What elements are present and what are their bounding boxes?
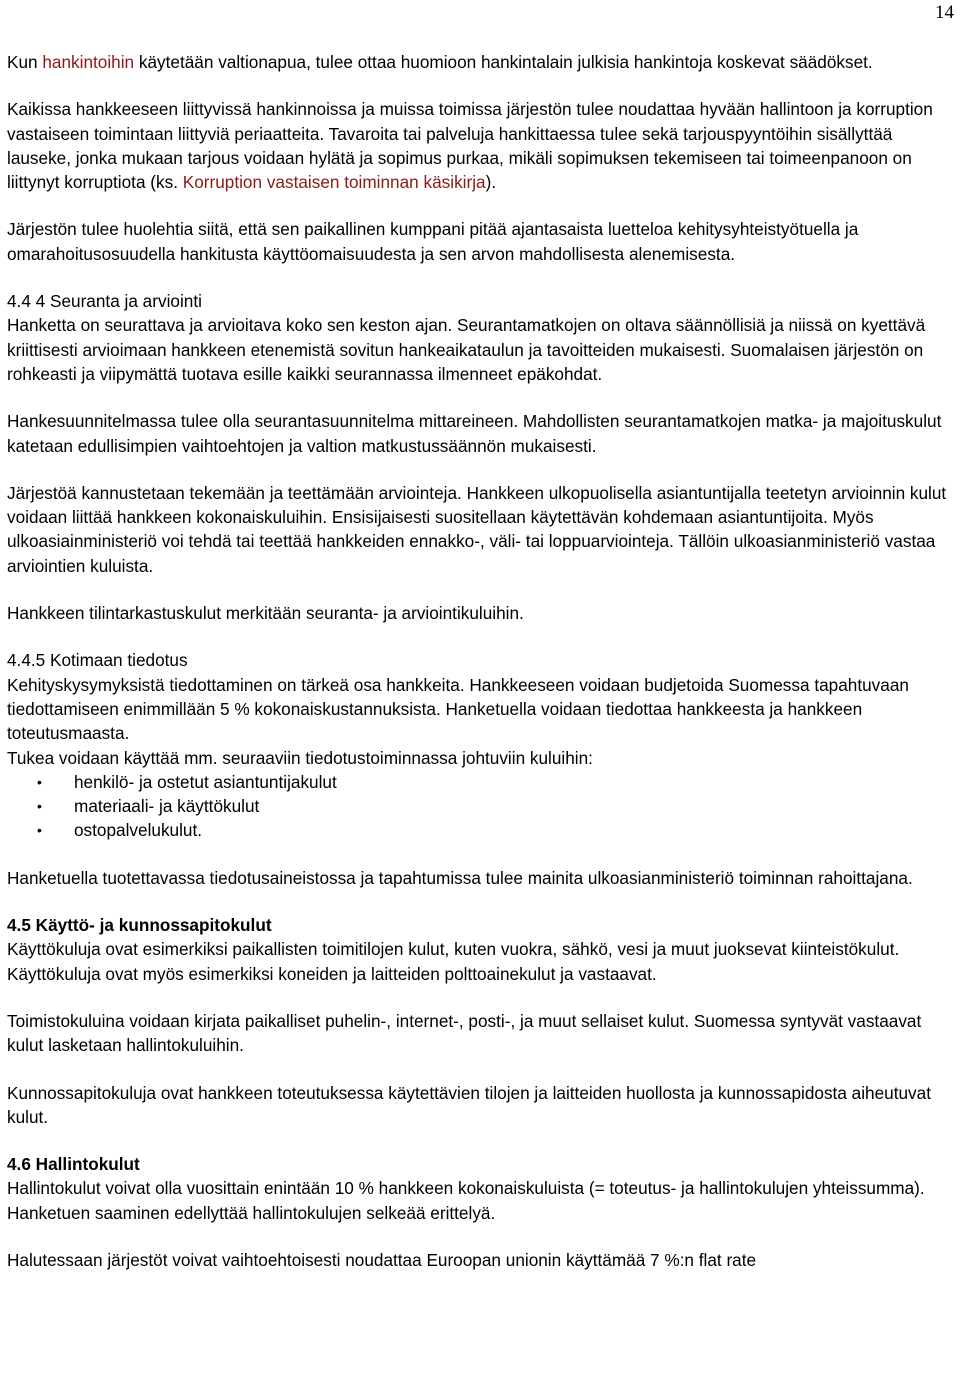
paragraph-communication-1: Kehityskysymyksistä tiedottaminen on tärkeä osa hankkeita. Hankkeeseen voidaan budjetoida Suomessa tapahtuvaan tiedottamiseen enimmillään 5 % kokonaiskustannuksista. Hanketuella voidaan tiedottaa hankkeesta ja hankkeen toteutusmaasta. <box>7 674 909 744</box>
bullet-icon: • <box>37 773 42 790</box>
bullet-icon: • <box>37 798 42 815</box>
paragraph-anti-corruption: Kaikissa hankkeeseen liittyvissä hankinnoissa ja muissa toimissa järjestön tulee noudattaa hyvään hallintoon ja korruption vastaiseen toimintaan liittyviä periaatteita. Tavaroita tai palveluja hankittaessa tulee sekä tarjouspyyntöihin sisällyttää lauseke, jonka mukaan tarjous voidaan hylätä ja sopimus purkaa, mikäli sopimuksen tekemiseen tai toimeenpanoon on liittynyt korruptiota (ks. Korruption vastaisen toiminnan käsikirja). <box>7 99 933 193</box>
section-heading-operating-costs: 4.5 Käyttö- ja kunnossapitokulut <box>7 915 272 936</box>
section-heading-administrative-costs: 4.6 Hallintokulut <box>7 1154 140 1175</box>
list-item: • materiaali- ja käyttökulut <box>7 794 955 818</box>
list-item: • ostopalvelukulut. <box>7 818 955 842</box>
paragraph-communication-3: Hanketuella tuotettavassa tiedotusaineistossa ja tapahtumissa tulee mainita ulkoasianministeriö toiminnan rahoittajana. <box>7 867 913 888</box>
paragraph-monitoring-2: Hankesuunnitelmassa tulee olla seurantasuunnitelma mittareineen. Mahdollisten seurantamatkojen matka- ja majoituskulut katetaan edullisimpien vaihtoehtojen ja valtion matkustussäännön mukaisesti. <box>7 411 942 456</box>
page-number: 14 <box>935 2 954 23</box>
paragraph-monitoring-3: Järjestöä kannustetaan tekemään ja teettämään arviointeja. Hankkeen ulkopuolisella asiantuntijalla teetetyn arvioinnin kulut voidaan liittää hankkeen kokonaiskuluihin. Ensisijaisesti suositellaan käytettävän kohdemaan asiantuntijoita. Myös ulkoasiainministeriö voi tehdä tai teettää hankkeiden ennakko-, väli- tai loppuarviointeja. Tällöin ulkoasianministeriö vastaa arviointien kuluista. <box>7 482 947 576</box>
paragraph-operating-3: Kunnossapitokuluja ovat hankkeen toteutuksessa käytettävien tilojen ja laitteiden huollosta ja kunnossapidosta aiheutuvat kulut. <box>7 1082 931 1127</box>
link-anti-corruption-handbook[interactable]: Korruption vastaisen toiminnan käsikirja <box>182 172 486 193</box>
paragraph-administrative-1: Hallintokulut voivat olla vuosittain enintään 10 % hankkeen kokonaiskuluista (= toteutus- ja hallintokulujen yhteissumma). Hanketuen saaminen edellyttää hallintokulujen selkeää erittelyä. <box>7 1178 925 1223</box>
section-heading-domestic-communication: 4.4.5 Kotimaan tiedotus <box>7 650 188 671</box>
link-hankintoihin[interactable]: hankintoihin <box>42 52 135 72</box>
section-heading-monitoring: 4.4 4 Seuranta ja arviointi <box>7 291 202 312</box>
paragraph-operating-1: Käyttökuluja ovat esimerkiksi paikallisten toimitilojen kulut, kuten vuokra, sähkö, vesi ja muut juoksevat kiinteistökulut. Käyttökuluja ovat myös esimerkiksi koneiden ja laitteiden polttoainekulut ja vastaavat. <box>7 939 900 984</box>
paragraph-asset-register: Järjestön tulee huolehtia siitä, että sen paikallinen kumppani pitää ajantasaista luetteloa kehitysyhteistyötuella ja omarahoitusosuudella hankitusta käyttöomaisuudesta ja sen arvon mahdollisesta alenemisesta. <box>7 219 859 264</box>
paragraph-monitoring-1: Hanketta on seurattava ja arvioitava koko sen keston ajan. Seurantamatkojen on oltava säännöllisiä ja niissä on kyettävä kriittisesti arvioimaan hankkeen etenemistä sovitun hankeaikataulun ja tavoitteiden mukaisesti. Suomalaisen järjestön on rohkeasti ja viipymättä tuotava esille kaikki seurannassa ilmenneet epäkohdat. <box>7 315 926 384</box>
paragraph-administrative-2: Halutessaan järjestöt voivat vaihtoehtoisesti noudattaa Euroopan unionin käyttämää 7 %:n flat rate <box>7 1249 757 1270</box>
bullet-icon: • <box>37 822 42 839</box>
list-item: • henkilö- ja ostetut asiantuntijakulut <box>7 770 955 794</box>
paragraph-monitoring-4: Hankkeen tilintarkastuskulut merkitään seuranta- ja arviointikuluihin. <box>7 603 524 624</box>
paragraph-procurement-intro: Kun hankintoihin käytetään valtionapua, tulee ottaa huomioon hankintalain julkisia hankintoja koskevat säädökset. <box>7 52 873 72</box>
communication-costs-list <box>7 770 955 843</box>
document-body <box>7 50 955 1295</box>
paragraph-operating-2: Toimistokuluina voidaan kirjata paikalliset puhelin-, internet-, posti-, ja muut sellaiset kulut. Suomessa syntyvät vastaavat kulut lasketaan hallintokuluihin. <box>7 1010 922 1056</box>
paragraph-communication-2: Tukea voidaan käyttää mm. seuraaviin tiedotustoiminnassa johtuviin kuluihin: <box>7 747 593 768</box>
